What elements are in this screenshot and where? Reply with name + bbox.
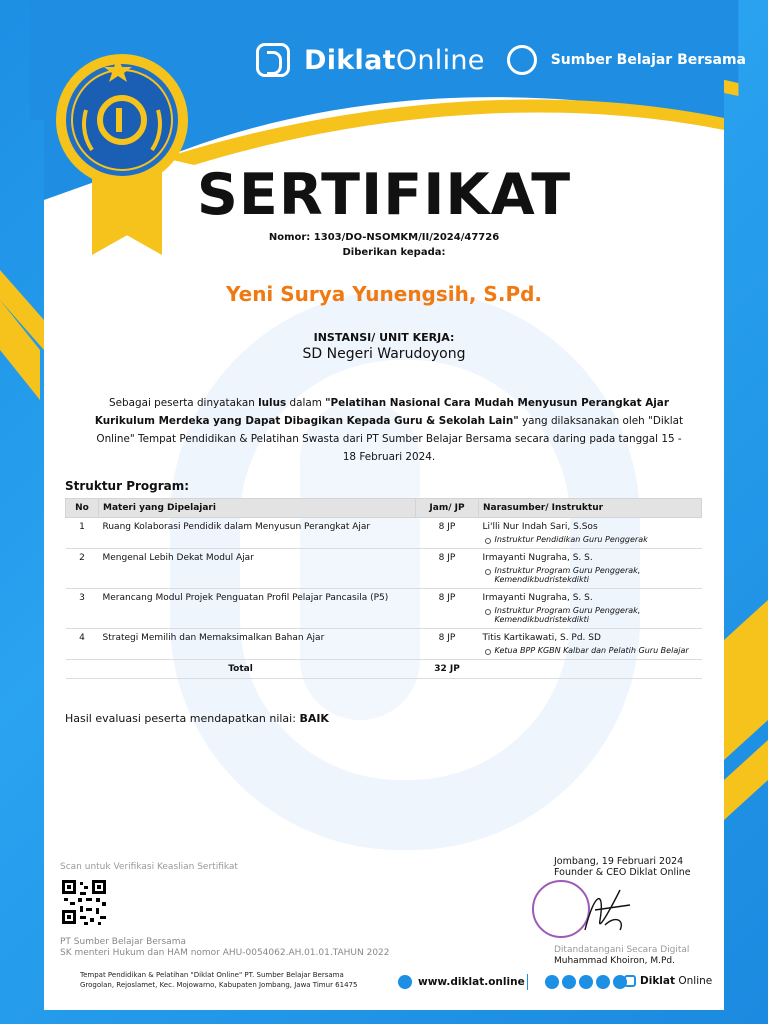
row-jp: 8 JP [416, 518, 479, 549]
total-value: 32 JP [416, 660, 479, 679]
col-jp: Jam/ JP [416, 499, 479, 518]
instructor-role: Ketua BPP KGBN Kalbar dan Pelatih Guru Belajar [483, 646, 698, 655]
instructor-name: Irmayanti Nugraha, S. S. [482, 553, 593, 563]
digital-signature-note: Ditandatangani Secara Digital Muhammad Khoiron, M.Pd. [554, 945, 690, 966]
program-table [65, 498, 702, 679]
company-name: PT Sumber Belajar Bersama [60, 937, 186, 947]
table-row [66, 549, 702, 589]
brand-slogan: Sumber Belajar Bersama [550, 52, 746, 68]
footer-brand: Diklat Online [624, 975, 712, 987]
row-materi: Merancang Modul Projek Penguatan Profil Pelajar Pancasila (P5) [99, 589, 416, 629]
row-materi: Strategi Memilih dan Memaksimalkan Bahan Ajar [99, 629, 416, 660]
total-row [66, 660, 702, 679]
qr-code-icon[interactable] [60, 878, 108, 926]
row-instructor [479, 549, 702, 589]
row-jp: 8 JP [416, 549, 479, 589]
row-no: 1 [66, 518, 99, 549]
program-heading: Struktur Program: [65, 479, 190, 493]
instructor-role: Instruktur Program Guru Penggerak, Kemendikbudristekdikti [483, 566, 698, 584]
row-jp: 8 JP [416, 629, 479, 660]
instructor-role: Instruktur Program Guru Penggerak, Kemendikbudristekdikti [483, 606, 698, 624]
globe-icon [398, 975, 412, 989]
table-header-row [66, 499, 702, 518]
instagram-icon[interactable] [562, 975, 576, 989]
social-links [545, 975, 627, 989]
table-row [66, 629, 702, 660]
row-jp: 8 JP [416, 589, 479, 629]
institution-label: INSTANSI/ UNIT KERJA: [313, 331, 455, 344]
facebook-icon[interactable] [596, 975, 610, 989]
brand-name: DiklatOnline [304, 44, 485, 76]
evaluation-grade: BAIK [299, 712, 329, 725]
signer-name: Muhammad Khoiron, M.Pd. [554, 956, 675, 966]
row-no: 2 [66, 549, 99, 589]
company-address: Tempat Pendidikan & Pelatihan "Diklat Online" PT. Sumber Belajar Bersama Grogolan, Rejoslamet, Kec. Mojowarno, Kabupaten Jombang, Jawa Timur 61475 [80, 971, 358, 989]
institution-name: SD Negeri Warudoyong [302, 346, 466, 362]
col-no: No [66, 499, 99, 518]
scan-label: Scan untuk Verifikasi Keaslian Sertifikat [60, 862, 238, 872]
signature-block [554, 856, 704, 878]
given-to-label: Diberikan kepada: [342, 247, 446, 258]
header-logo [256, 40, 746, 80]
linkedin-icon[interactable] [579, 975, 593, 989]
table-row [66, 518, 702, 549]
sign-date: Jombang, 19 Februari 2024 [554, 856, 684, 867]
row-instructor [479, 629, 702, 660]
footer-divider [527, 974, 528, 990]
certificate-statement: Sebagai peserta dinyatakan lulus dalam "Pelatihan Nasional Cara Mudah Menyusun Perangkat Ajar Kurikulum Merdeka yang Dapat Dibagikan Kepada Guru & Sekolah Lain" yang dilaksanakan oleh "Diklat Online" Tempat Pendidikan & Pelatihan Swasta dari PT Sumber Belajar Bersama secara daring pada tanggal 15 - 18 Februari 2024. [94, 397, 684, 463]
youtube-icon[interactable] [545, 975, 559, 989]
signature-icon [575, 880, 635, 940]
row-no: 3 [66, 589, 99, 629]
table-row [66, 589, 702, 629]
company-sk: SK menteri Hukum dan HAM nomor AHU-0054062.AH.01.01.TAHUN 2022 [60, 948, 390, 958]
row-materi: Mengenal Lebih Dekat Modul Ajar [99, 549, 416, 589]
slogan-logo-icon [507, 45, 537, 75]
row-materi: Ruang Kolaborasi Pendidik dalam Menyusun Perangkat Ajar [99, 518, 416, 549]
website-link[interactable]: www.diklat.online [398, 975, 525, 989]
instructor-name: Irmayanti Nugraha, S. S. [482, 593, 593, 603]
total-label: Total [66, 660, 416, 679]
recipient-name: Yeni Surya Yunengsih, S.Pd. [225, 282, 543, 306]
certificate-number: Nomor: 1303/DO-NSOMKM/II/2024/47726 [268, 232, 500, 243]
certificate-title: SERTIFIKAT [196, 162, 572, 228]
diklat-logo-icon [256, 43, 290, 77]
col-materi: Materi yang Dipelajari [99, 499, 416, 518]
row-no: 4 [66, 629, 99, 660]
instructor-name: Li'lli Nur Indah Sari, S.Sos [482, 522, 598, 532]
company-info [60, 937, 390, 959]
row-instructor [479, 589, 702, 629]
col-narasumber: Narasumber/ Instruktur [479, 499, 702, 518]
sign-position: Founder & CEO Diklat Online [554, 867, 691, 878]
evaluation-result: Hasil evaluasi peserta mendapatkan nilai: BAIK [65, 712, 329, 725]
instructor-role: Instruktur Pendidikan Guru Penggerak [483, 535, 698, 544]
instructor-name: Titis Kartikawati, S. Pd. SD [482, 633, 601, 643]
row-instructor [479, 518, 702, 549]
diklat-small-logo-icon [624, 975, 636, 987]
